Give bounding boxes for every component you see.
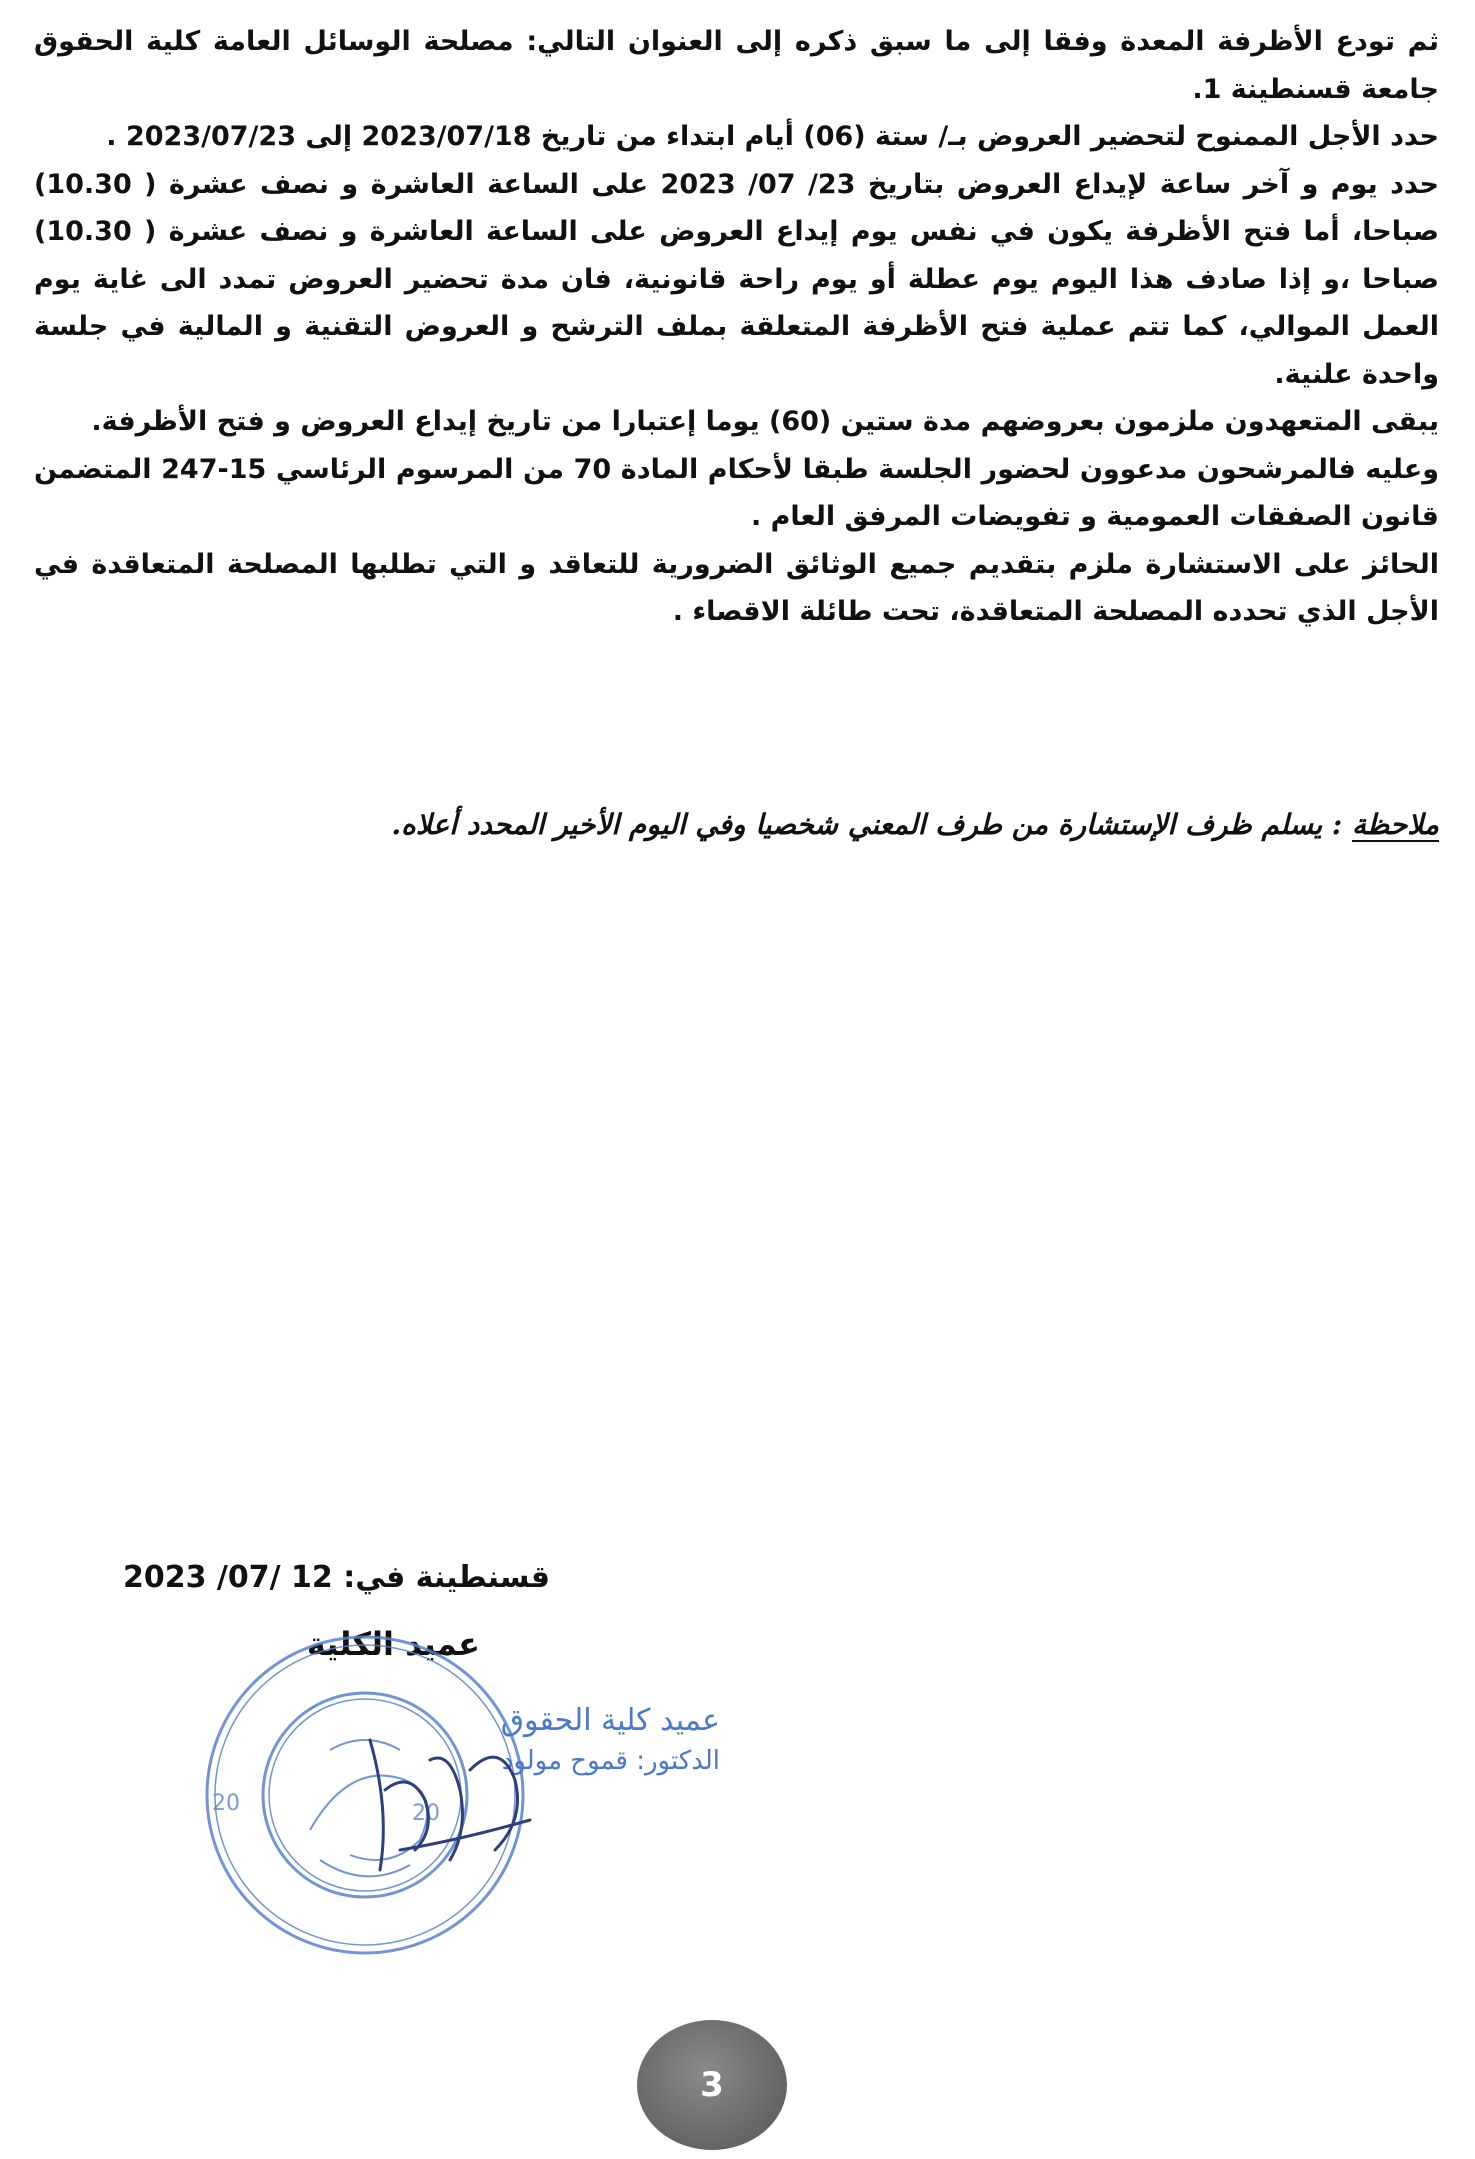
note <box>34 808 1439 841</box>
handwritten-signature <box>330 1700 590 1900</box>
paragraph: الحائز على الاستشارة ملزم بتقديم جميع الوثائق الضرورية للتعاقد و التي تطلبها المصلحة المتعاقدة في الأجل الذي تحدده المصلحة المتعاقدة، تحت طائلة الاقصاء . <box>34 548 1439 627</box>
page-number-badge <box>637 2020 787 2150</box>
note-text: : يسلم ظرف الإستشارة من طرف المعني شخصيا وفي اليوم الأخير المحدد أعلاه. <box>391 808 1352 841</box>
svg-text:20: 20 <box>412 1801 440 1826</box>
page-number: 3 <box>700 2065 724 2105</box>
paragraph: حدد الأجل الممنوح لتحضير العروض بـ/ ستة (06) أيام ابتداء من تاريخ 2023/07/18 إلى 2023/07/23 . <box>106 121 1439 152</box>
paragraph: وعليه فالمرشحون مدعوون لحضور الجلسة طبقا لأحكام المادة 70 من المرسوم الرئاسي 15-247 المتضمن قانون الصفقات العمومية و تفويضات المرفق العام . <box>34 453 1440 532</box>
signature-date: قسنطينة في: 12 /07/ 2023 <box>122 1560 550 1595</box>
stamp-line: عميد كلية الحقوق <box>500 1703 720 1738</box>
signature-title: عميد الكلية <box>306 1625 480 1663</box>
body-text <box>34 18 1439 636</box>
paragraph: حدد يوم و آخر ساعة لإيداع العروض بتاريخ 23/ 07/ 2023 على الساعة العاشرة و نصف عشرة ( 10.30) صباحا، أما فتح الأظرفة يكون في نفس يوم إيداع العروض على الساعة العاشرة و نصف عشرة ( 10.30) صباحا ،و إذا صادف هذا اليوم يوم عطلة أو يوم راحة قانونية، فان مدة تحضير العروض تمدد الى غاية يوم العمل الموالي، كما تتم عملية فتح الأظرفة المتعلقة بملف الترشح و العروض التقنية و المالية في جلسة واحدة علنية. <box>34 168 1439 390</box>
svg-text:20: 20 <box>212 1791 240 1816</box>
note-label: ملاحظة <box>1352 808 1439 841</box>
paragraph: ثم تودع الأظرفة المعدة وفقا إلى ما سبق ذكره إلى العنوان التالي: مصلحة الوسائل العامة كلية الحقوق جامعة قسنطينة 1. <box>34 26 1439 105</box>
stamp-line: الدكتور: قموح مولود <box>501 1746 720 1776</box>
paragraph: يبقى المتعهدون ملزمون بعروضهم مدة ستين (60) يوما إعتبارا من تاريخ إيداع العروض و فتح الأظرفة. <box>91 406 1439 437</box>
